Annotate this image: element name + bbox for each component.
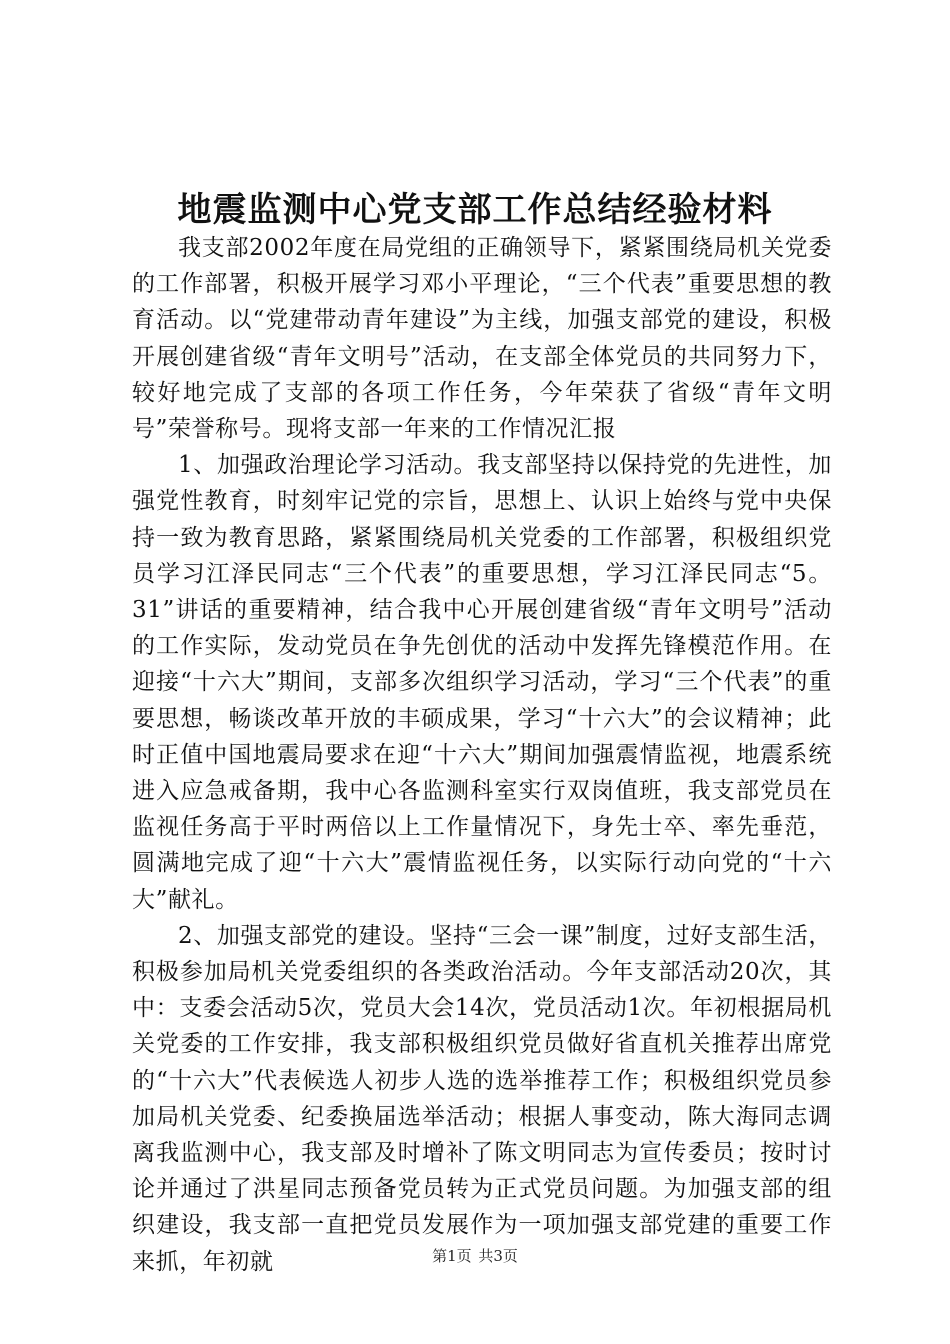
document-body [132, 230, 832, 1280]
page-number: 第1页 [432, 1247, 472, 1265]
page-title: 地震监测中心党支部工作总结经验材料 [177, 190, 773, 230]
paragraph-party-building: 2、加强支部党的建设。坚持“三会一课”制度，过好支部生活，积极参加局机关党委组织的各类政治活动。今年支部活动20次，其中：支委会活动5次，党员大会14次，党员活动1次。年初根据局机关党委的工作安排，我支部积极组织党员做好省直机关推荐出席党的“十六大”代表候选人初步人选的选举推荐工作；积极组织党员参加局机关党委、纪委换届选举活动；根据人事变动，陈大海同志调离我监测中心，我支部及时增补了陈文明同志为宣传委员；按时讨论并通过了洪星同志预备党员转为正式党员问题。为加强支部的组织建设，我支部一直把党员发展作为一项加强支部党建的重要工作来抓，年初就 [132, 922, 832, 1275]
paragraph-theory-study: 1、加强政治理论学习活动。我支部坚持以保持党的先进性，加强党性教育，时刻牢记党的宗旨，思想上、认识上始终与党中央保持一致为教育思路，紧紧围绕局机关党委的工作部署，积极组织党员学习江泽民同志“三个代表”的重要思想，学习江泽民同志“5。31”讲话的重要精神，结合我中心开展创建省级“青年文明号”活动的工作实际，发动党员在争先创优的活动中发挥先锋模范作用。在迎接“十六大”期间，支部多次组织学习活动，学习“三个代表”的重要思想，畅谈改革开放的丰硕成果，学习“十六大”的会议精神；此时正值中国地震局要求在迎“十六大”期间加强震情监视，地震系统进入应急戒备期，我中心各监测科室实行双岗值班，我支部党员在监视任务高于平时两倍以上工作量情况下，身先士卒、率先垂范，圆满地完成了迎“十六大”震情监视任务，以实际行动向党的“十六大”献礼。 [132, 452, 832, 913]
page-footer [0, 1246, 950, 1266]
page-total: 共3页 [478, 1247, 518, 1265]
paragraph-intro: 我支部2002年度在局党组的正确领导下，紧紧围绕局机关党委的工作部署，积极开展学习邓小平理论，“三个代表”重要思想的教育活动。以“党建带动青年建设”为主线，加强支部党的建设，积极开展创建省级“青年文明号”活动，在支部全体党员的共同努力下，较好地完成了支部的各项工作任务，今年荣获了省级“青年文明号”荣誉称号。现将支部一年来的工作情况汇报 [132, 235, 832, 443]
